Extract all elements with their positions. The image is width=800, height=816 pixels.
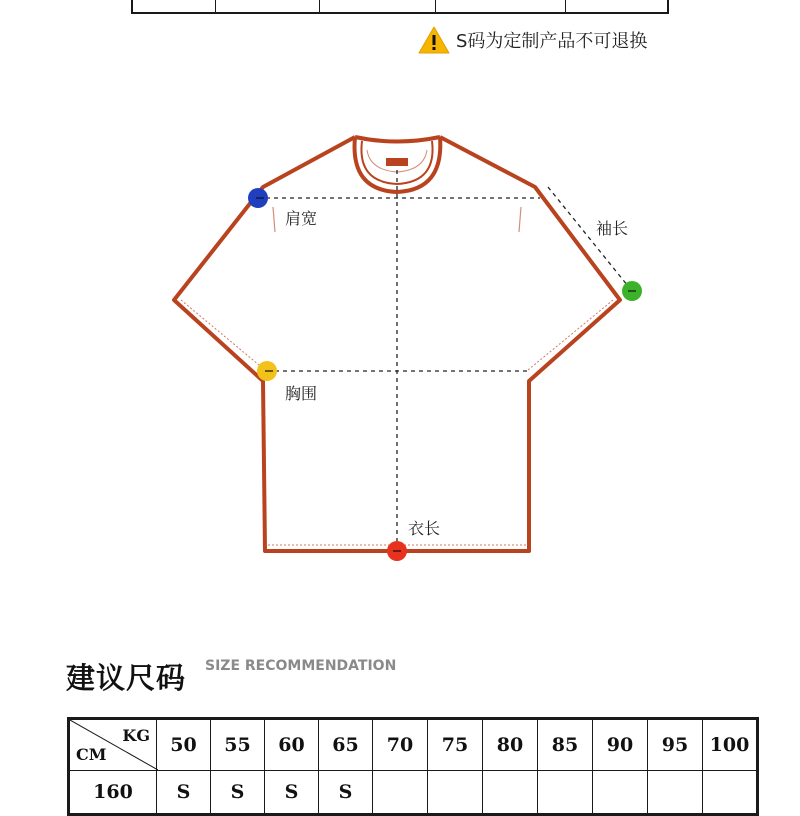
- weight-header: 70: [373, 719, 428, 771]
- weight-header: 75: [428, 719, 483, 771]
- weight-header: 50: [157, 719, 211, 771]
- kg-label: KG: [122, 726, 150, 745]
- weight-header: 85: [538, 719, 593, 771]
- warning-text: S码为定制产品不可退换: [456, 31, 648, 52]
- table-row: [69, 771, 758, 815]
- cm-label: CM: [76, 745, 107, 764]
- size-recommendation-subtitle: SIZE RECOMMENDATION: [205, 658, 397, 674]
- size-cell: S: [265, 771, 319, 815]
- measurement-points: [248, 188, 642, 561]
- weight-header: 90: [593, 719, 648, 771]
- size-cell: S: [319, 771, 373, 815]
- size-cell: [483, 771, 538, 815]
- weight-header: 55: [211, 719, 265, 771]
- size-cell: [538, 771, 593, 815]
- weight-header: 100: [703, 719, 758, 771]
- height-cell: 160: [69, 771, 157, 815]
- sleeve-length-label: 袖长: [596, 219, 629, 238]
- size-cell: S: [157, 771, 211, 815]
- size-table: [67, 717, 759, 816]
- size-cell: [593, 771, 648, 815]
- size-cell: [428, 771, 483, 815]
- shoulder-width-label: 肩宽: [285, 209, 318, 228]
- size-cell: [703, 771, 758, 815]
- weight-header: 65: [319, 719, 373, 771]
- weight-header-row: [69, 719, 758, 771]
- corner-cell: [69, 719, 157, 771]
- chest-label: 胸围: [285, 384, 318, 403]
- size-cell: [373, 771, 428, 815]
- size-cell: [648, 771, 703, 815]
- weight-header: 60: [265, 719, 319, 771]
- weight-header: 95: [648, 719, 703, 771]
- size-recommendation-title: 建议尺码: [66, 661, 187, 695]
- body-length-label: 衣长: [408, 519, 441, 538]
- tshirt-outline: [174, 137, 620, 551]
- weight-header: 80: [483, 719, 538, 771]
- size-cell: S: [211, 771, 265, 815]
